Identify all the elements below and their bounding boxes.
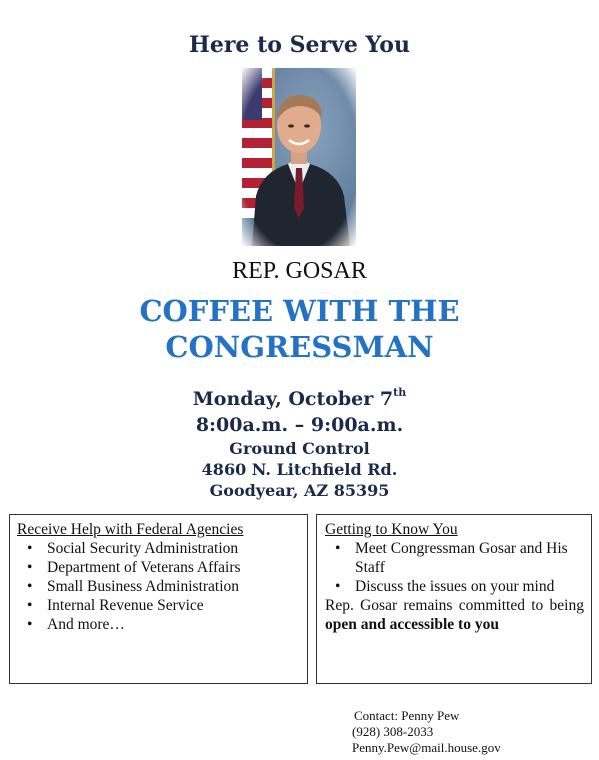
congressman-photo: [242, 68, 356, 246]
event-city: Goodyear, AZ 85395: [209, 481, 390, 500]
event-title-line-1: COFFEE WITH THE: [139, 294, 460, 328]
list-item: • Social Security Administration: [37, 539, 301, 558]
event-date: [0, 386, 599, 410]
event-title: [0, 293, 599, 365]
list-item: • Small Business Administration: [37, 577, 301, 596]
flyer-headline: Here to Serve You: [189, 32, 410, 58]
commitment-statement: [325, 596, 584, 634]
contact-email: Penny.Pew@mail.house.gov: [352, 740, 501, 755]
contact-block: [352, 708, 501, 756]
federal-agencies-list: [17, 539, 301, 634]
portrait-image: [242, 68, 356, 246]
list-item: • Internal Revenue Service: [37, 596, 301, 615]
event-date-suffix: th: [393, 386, 407, 399]
list-item: • Department of Veterans Affairs: [37, 558, 301, 577]
event-venue: Ground Control: [229, 439, 370, 458]
list-item: • And more…: [37, 615, 301, 634]
list-item: • Discuss the issues on your mind: [345, 577, 584, 596]
event-street: 4860 N. Litchfield Rd.: [201, 460, 398, 479]
contact-name: Contact: Penny Pew: [354, 708, 460, 723]
getting-to-know-you-list: [325, 539, 584, 596]
getting-to-know-you-box: [316, 514, 592, 684]
event-title-line-2: CONGRESSMAN: [165, 330, 434, 364]
federal-agencies-heading: Receive Help with Federal Agencies: [17, 521, 244, 538]
getting-to-know-you-heading: Getting to Know You: [325, 521, 458, 538]
commitment-emphasis: open and accessible to you: [325, 616, 499, 633]
federal-agencies-box: [9, 514, 308, 684]
list-item: • Meet Congressman Gosar and His Staff: [345, 539, 584, 577]
event-time: 8:00a.m. – 9:00a.m.: [195, 414, 404, 436]
commitment-text: Rep. Gosar remains committed to being: [325, 597, 584, 614]
contact-phone: (928) 308-2033: [352, 724, 434, 739]
rep-name: REP. GOSAR: [232, 258, 367, 284]
event-date-text: Monday, October 7: [192, 388, 394, 410]
